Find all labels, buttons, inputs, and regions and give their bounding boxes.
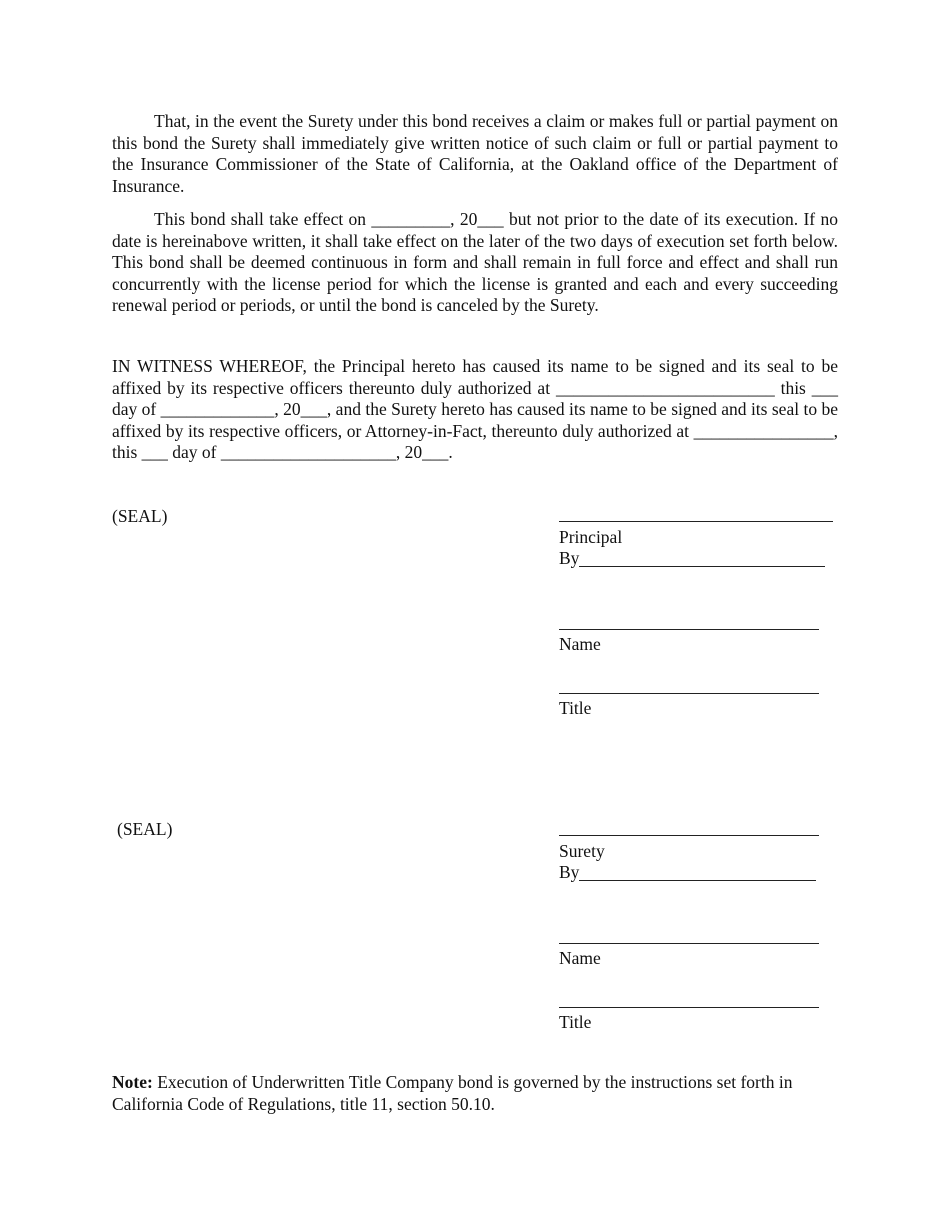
- principal-signature-line[interactable]: [559, 521, 833, 522]
- surety-by-label: By: [559, 862, 580, 882]
- surety-title-line[interactable]: [559, 1007, 819, 1008]
- surety-title-label: Title: [559, 1012, 592, 1032]
- effective-date-paragraph: This bond shall take effect on _________, 20___ but not prior to the date of its execution. If no date is hereinabove written, it shall take effect on the later of the two days of execution set forth below. This bond shall be deemed continuous in form and shall remain in full force and effect and shall run concurrently with the license period for which the license is granted and each and every succeeding renewal period or periods, or until the bond is canceled by the Surety.: [112, 209, 838, 315]
- surety-signature-line[interactable]: [559, 835, 819, 836]
- principal-label: Principal: [559, 527, 623, 547]
- principal-by-line[interactable]: [559, 548, 825, 570]
- surety-name-line[interactable]: [559, 943, 819, 944]
- surety-by-line[interactable]: [559, 862, 816, 884]
- principal-by-label: By: [559, 548, 580, 568]
- principal-name-label: Name: [559, 634, 601, 654]
- note-paragraph: [112, 1072, 838, 1115]
- principal-title-line[interactable]: [559, 693, 819, 694]
- principal-by-rule: [579, 566, 825, 567]
- principal-name-line[interactable]: [559, 629, 819, 630]
- note-text: Execution of Underwritten Title Company bond is governed by the instructions set forth in California Code of Regulations, title 11, section 50.10.: [112, 1072, 793, 1114]
- surety-name-label: Name: [559, 948, 601, 968]
- witness-paragraph: IN WITNESS WHEREOF, the Principal hereto has caused its name to be signed and its seal to be affixed by its respective officers thereunto duly authorized at _________________________ this ___ day of _____________, 20___, and the Surety hereto has caused its name to be signed and its seal to be affixed by its respective officers, or Attorney-in-Fact, thereunto duly authorized at ________________, this ___ day of ____________________, 20___.: [112, 356, 838, 462]
- surety-label: Surety: [559, 841, 605, 861]
- note-label: Note:: [112, 1072, 153, 1092]
- surety-seal-label: (SEAL): [117, 819, 173, 839]
- principal-seal-label: (SEAL): [112, 506, 168, 526]
- claim-notice-paragraph: That, in the event the Surety under this bond receives a claim or makes full or partial payment on this bond the Surety shall immediately give written notice of such claim or full or partial payment to the Insurance Commissioner of the State of California, at the Oakland office of the Department of Insurance.: [112, 111, 838, 196]
- principal-title-label: Title: [559, 698, 592, 718]
- surety-by-rule: [579, 880, 816, 881]
